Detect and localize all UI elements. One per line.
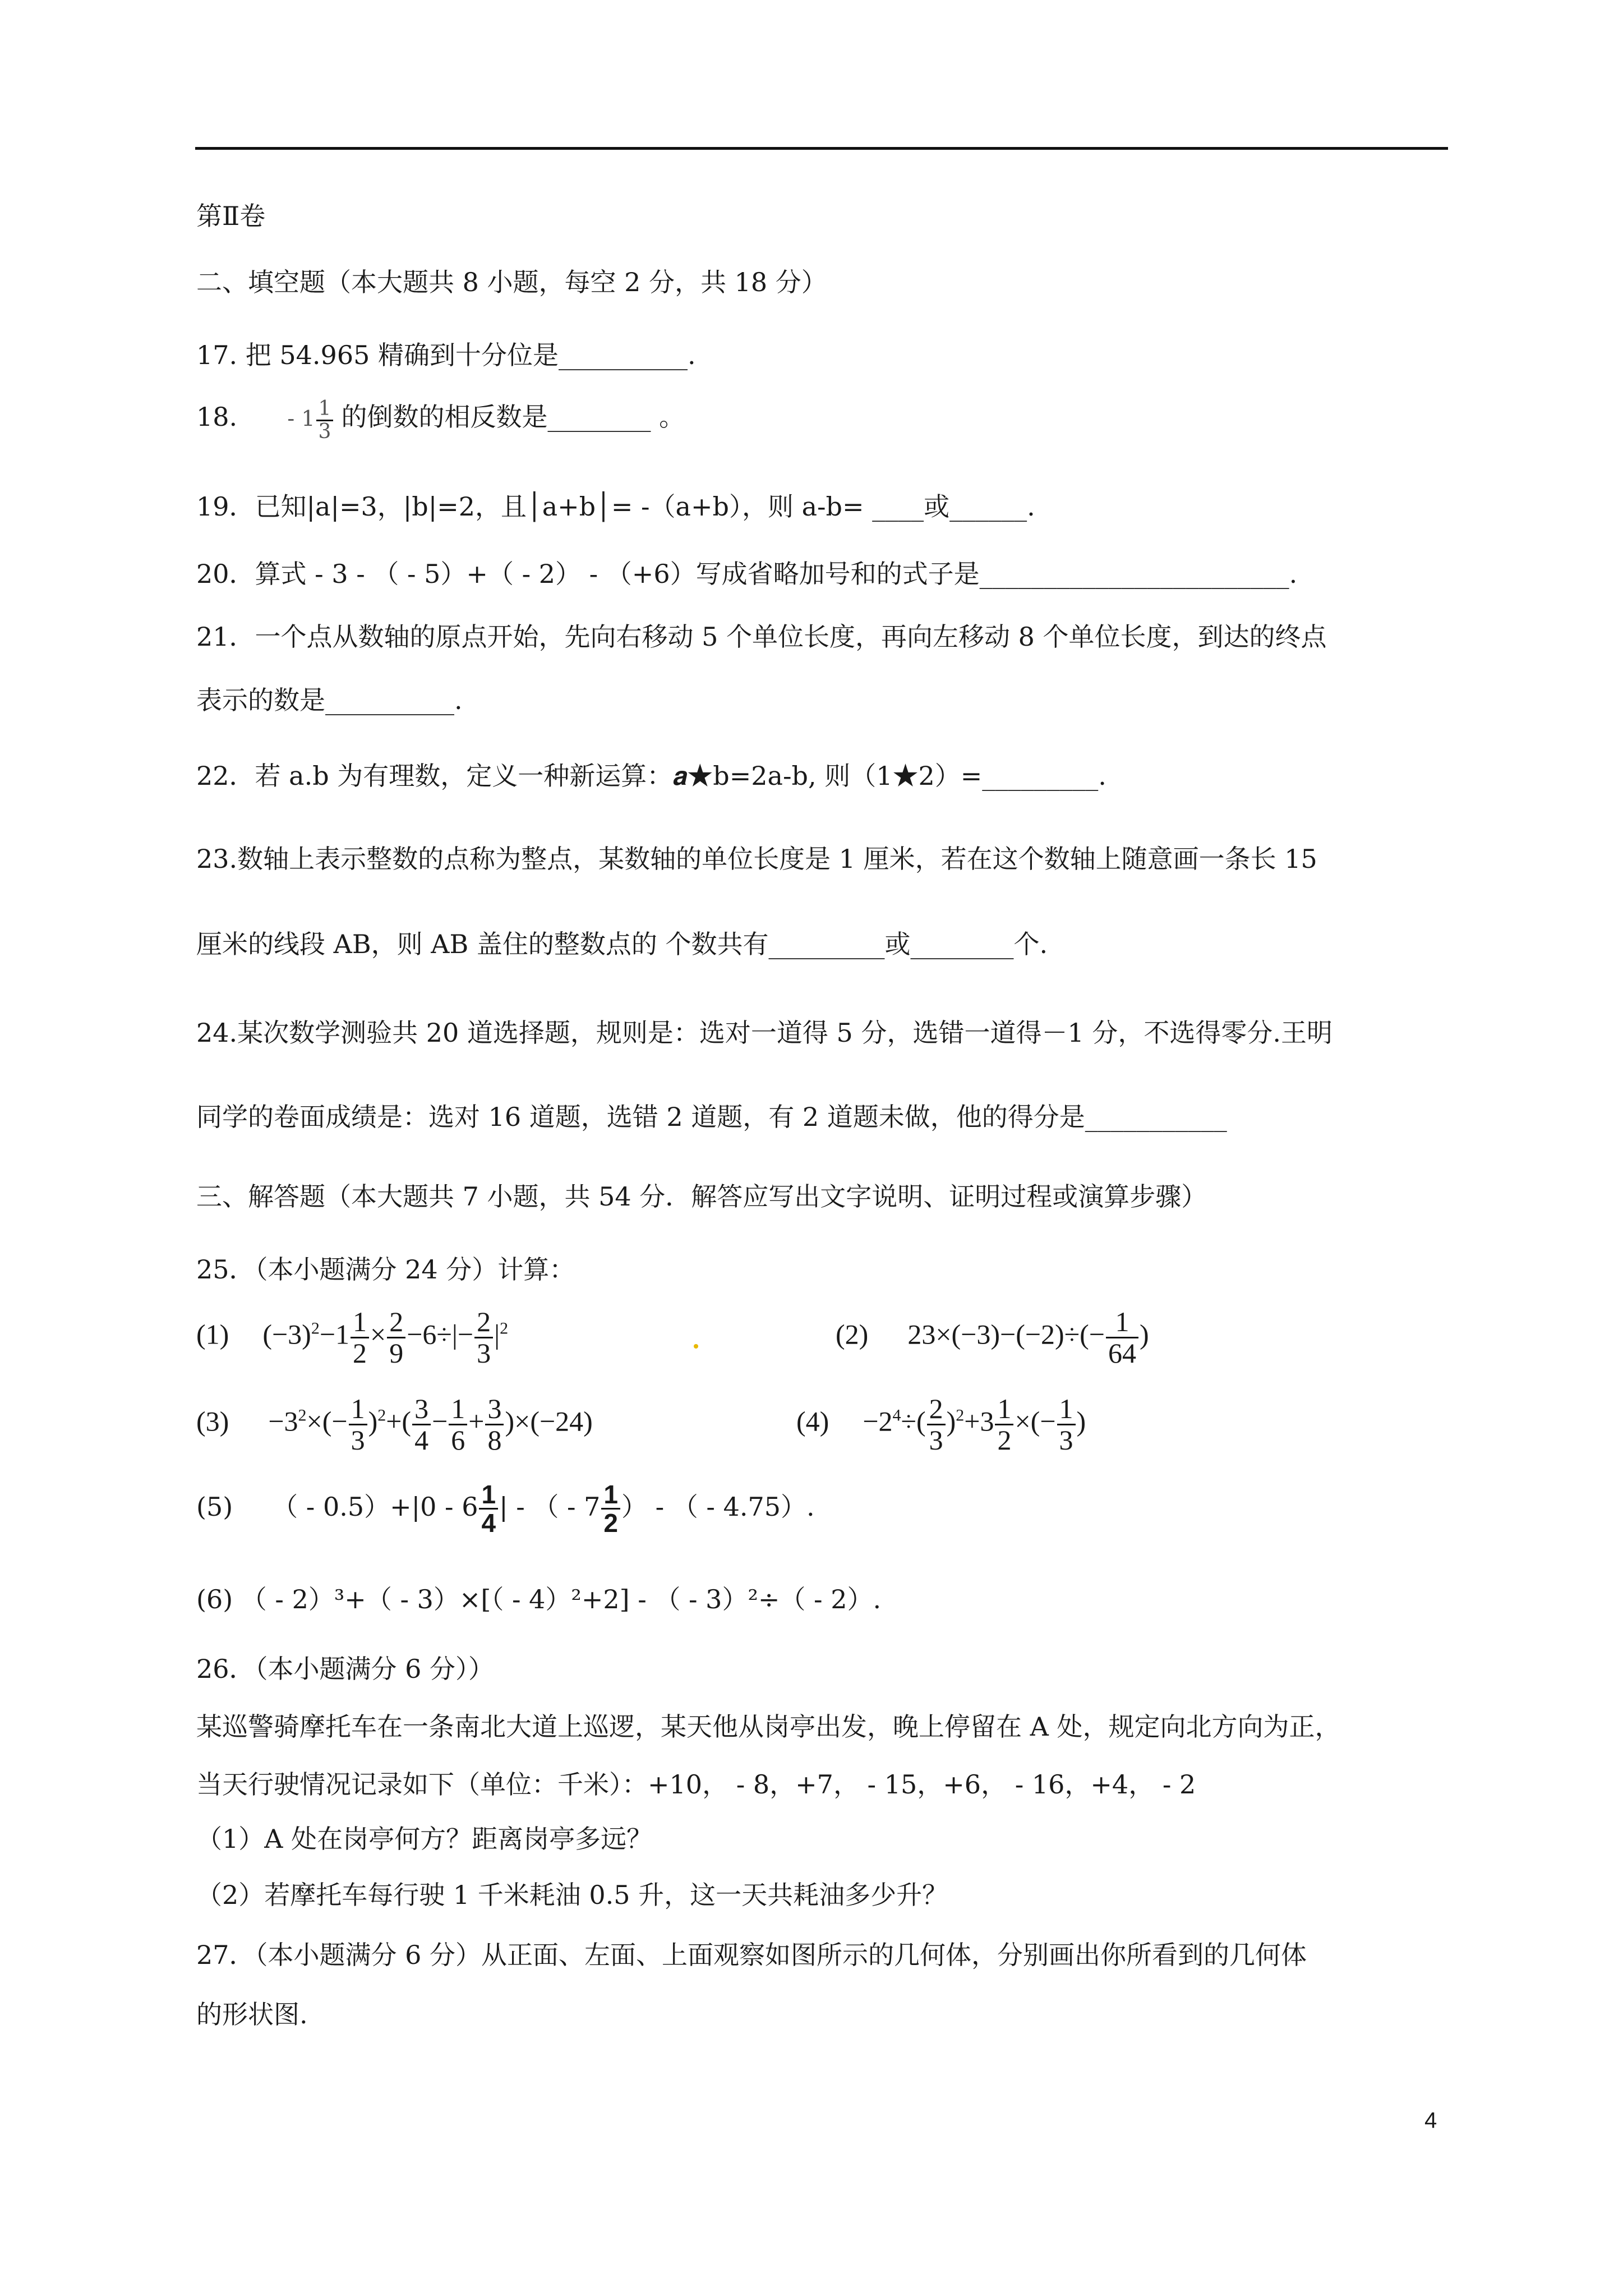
q18-mixed-number: - 1 $\frac{1}{3}$ — [287, 406, 341, 431]
q25-part-2: (2) 23×(−3)−(−2)÷(− $\frac{1}{64}$ ) — [836, 1306, 1149, 1369]
question-21-line-1: 21．一个点从数轴的原点开始，先向右移动 5 个单位长度，再向左移动 8 个单位长度，到达的终点 — [196, 622, 1327, 652]
question-24-line-2: 同学的卷面成绩是：选对 16 道题，选错 2 道题，有 2 道题未做，他的得分是___________ — [196, 1102, 1227, 1132]
q25-part-5: (5) （ - 0.5）+|0 - 6 $\frac{1}{4}$ | - （ - 7 $\frac{1}{2}$ ） - （ - 4.75）. — [196, 1480, 815, 1538]
q18-text: 的倒数的相反数是________ 。 — [341, 401, 685, 432]
question-22: 22．若 a.b 为有理数，定义一种新运算：𝒂★b=2a-b, 则（1★2）=_________. — [196, 761, 1106, 791]
part2-heading: 二、填空题（本大题共 8 小题，每空 2 分，共 18 分） — [196, 267, 827, 297]
question-25-heading: 25．（本小题满分 24 分）计算： — [196, 1254, 575, 1285]
question-27-line-1: 27．（本小题满分 6 分）从正面、左面、上面观察如图所示的几何体，分别画出你所看到的几何体 — [196, 1940, 1307, 1970]
question-27-line-2: 的形状图. — [196, 1999, 308, 2030]
question-21-line-2: 表示的数是__________. — [196, 685, 463, 715]
section-title: 第Ⅱ卷 — [196, 201, 266, 231]
question-24-line-1: 24.某次数学测验共 20 道选择题，规则是：选对一道得 5 分，选错一道得－1 分，不选得零分.王明 — [196, 1018, 1332, 1048]
q25-part-4: $(4) -2^4\div$( $\frac{2}{3}$ )$^2$+3 $\frac{1}{2}$ ×(− $\frac{1}{3}$ ) — [796, 1393, 1086, 1456]
part3-heading: 三、解答题（本大题共 7 小题，共 54 分．解答应写出文字说明、证明过程或演算步骤） — [196, 1181, 1207, 1212]
question-26-sub-1: （1）A 处在岗亭何方？距离岗亭多远？ — [196, 1824, 653, 1854]
question-26-sub-2: （2）若摩托车每行驶 1 千米耗油 0.5 升，这一天共耗油多少升？ — [196, 1880, 948, 1910]
q25-part-6: (6) （ - 2）³+（ - 3）×[（ - 4）²+2] - （ - 3）²÷（ - 2）. — [196, 1584, 882, 1614]
question-19: 19．已知|a|=3，|b|=2，且│a+b│= -（a+b），则 a-b= ____或______. — [196, 491, 1035, 522]
question-26-heading: 26．（本小题满分 6 分）） — [196, 1654, 495, 1684]
question-17: 17. 把 54.965 精确到十分位是__________. — [196, 340, 696, 370]
question-20: 20．算式 - 3 - （ - 5）+（ - 2） - （+6）写成省略加号和的式子是________________________. — [196, 559, 1298, 589]
question-26-line-1: 某巡警骑摩托车在一条南北大道上巡逻，某天他从岗亭出发，晚上停留在 A 处，规定向北方向为正， — [196, 1711, 1341, 1742]
question-26-line-2: 当天行驶情况记录如下（单位：千米）：+10， - 8，+7， - 15，+6， - 16，+4， - 2 — [196, 1769, 1196, 1800]
page-number: 4 — [1424, 2108, 1437, 2133]
q25-part-1: (1) $(-3)^2-1$ $\frac{1}{2}$ × $\frac{2}{9}$ −6÷|− $\frac{2}{3}$ $|^2$ — [196, 1306, 509, 1369]
header-rule — [195, 147, 1448, 150]
question-23-line-1: 23.数轴上表示整数的点称为整点，某数轴的单位长度是 1 厘米，若在这个数轴上随意画一条长 15 — [196, 844, 1317, 874]
question-23-line-2: 厘米的线段 AB，则 AB 盖住的整数点的 个数共有_________或________个. — [196, 929, 1048, 959]
question-18 — [196, 398, 685, 443]
q25-part-3: $(3) -3^2\times(-$ $\frac{1}{3}$ )$^2$+( $\frac{3}{4}$ − $\frac{1}{6}$ + $\frac{3}{8}$ )×(−24) — [196, 1393, 593, 1456]
stray-mark — [694, 1344, 698, 1349]
q18-number: 18. — [196, 401, 238, 432]
